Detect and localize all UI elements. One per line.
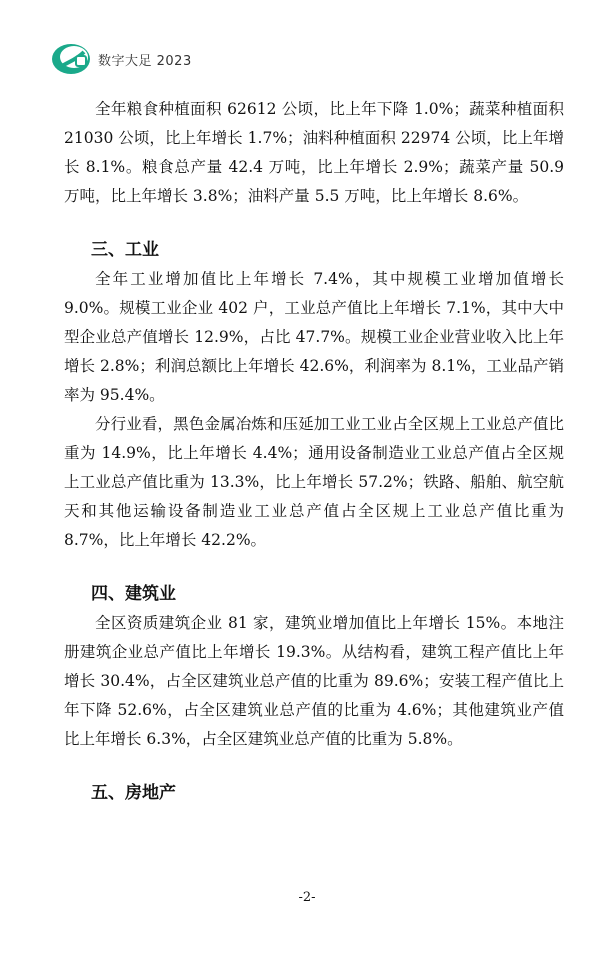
logo-icon [50,42,92,76]
header-title: 数字大足 2023 [98,53,192,69]
document-body [64,95,564,808]
page-header [50,42,192,76]
construction-heading: 四、建筑业 [91,584,176,604]
industry-heading: 三、工业 [91,240,159,260]
agriculture-paragraph: 全年粮食种植面积 62612 公顷，比上年下降 1.0%；蔬菜种植面积 21030 公顷，比上年增长 1.7%；油料种植面积 22974 公顷，比上年增长 8.1%。粮食总产量 42.4 万吨，比上年增长 2.9%；蔬菜产量 50.9 万吨，比上年增长 3.8%；油料产量 5.5 万吨，比上年增长 8.6%。 [64,100,564,205]
industry-paragraph-1: 全年工业增加值比上年增长 7.4%，其中规模工业增加值增长 9.0%。规模工业企业 402 户，工业总产值比上年增长 7.1%，其中大中型企业总产值增长 12.9%，占比 47.7%。规模工业企业营业收入比上年增长 2.8%；利润总额比上年增长 42.6%，利润率为 8.1%，工业品产销率为 95.4%。 [64,270,564,404]
industry-paragraph-2: 分行业看，黑色金属冶炼和压延加工业工业占全区规上工业总产值比重为 14.9%，比上年增长 4.4%；通用设备制造业工业总产值占全区规上工业总产值比重为 13.3%，比上年增长 57.2%；铁路、船舶、航空航天和其他运输设备制造业工业总产值占全区规上工业总产值比重为 8.7%，比上年增长 42.2%。 [64,415,564,549]
page-number: -2- [298,890,316,905]
construction-paragraph: 全区资质建筑企业 81 家，建筑业增加值比上年增长 15%。本地注册建筑企业总产值比上年增长 19.3%。从结构看，建筑工程产值比上年增长 30.4%，占全区建筑业总产值的比重为 89.6%；安装工程产值比上年下降 52.6%，占全区建筑业总产值的比重为 4.6%；其他建筑业产值比上年增长 6.3%，占全区建筑业总产值的比重为 5.8%。 [64,614,564,748]
real-estate-heading: 五、房地产 [91,783,176,803]
